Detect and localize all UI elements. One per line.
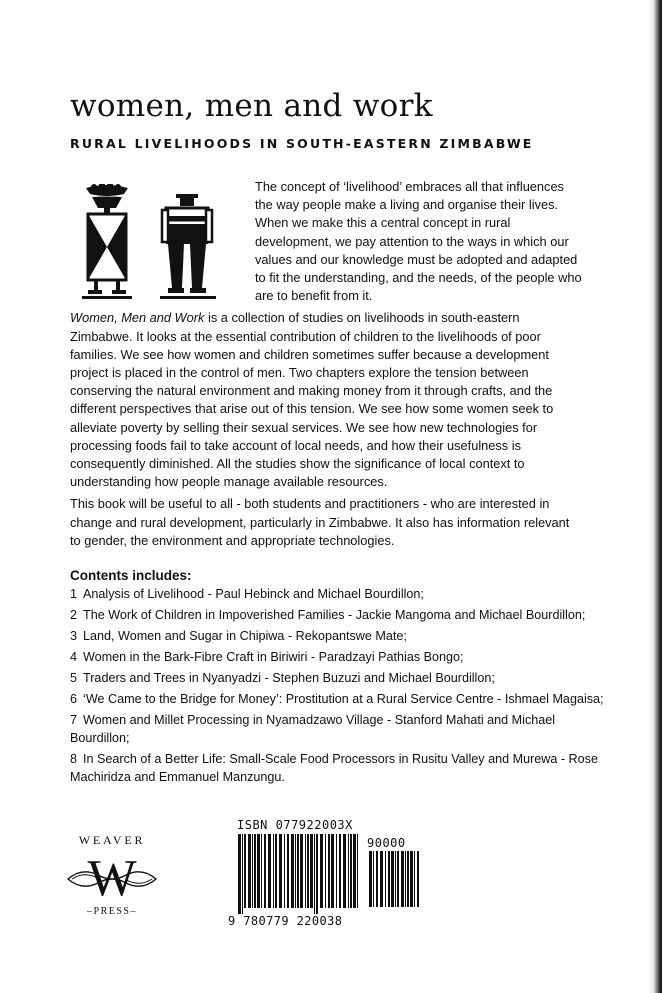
contents-item-number: 8 — [70, 752, 78, 766]
barcode-bar — [279, 834, 282, 908]
illustration-float-spacer — [70, 178, 255, 302]
weaver-monogram-icon — [62, 849, 162, 909]
barcode-bar — [353, 834, 356, 908]
publisher-name-bottom: –PRESS– — [87, 906, 137, 917]
contents-item-number: 6 — [70, 692, 78, 706]
contents-item — [70, 690, 615, 708]
contents-item-text: Traders and Trees in Nyanyadzi - Stephen Buzuzi and Michael Bourdillon; — [83, 671, 495, 685]
barcode-bar — [295, 834, 296, 908]
barcode-bar — [395, 851, 396, 907]
barcode-bar — [268, 834, 271, 908]
publisher-name-top: WEAVER — [78, 833, 146, 847]
barcode-bar — [369, 851, 372, 907]
price-code: 90000 — [367, 836, 406, 850]
barcode-bar — [348, 834, 349, 908]
barcode-bar — [357, 834, 358, 908]
ean-barcode-bars — [237, 834, 361, 914]
barcode-bar — [331, 834, 334, 908]
publisher-monogram: W — [87, 850, 137, 907]
contents-item-number: 3 — [70, 629, 78, 643]
contents-item — [70, 669, 615, 687]
barcode-bar — [388, 851, 390, 907]
contents-item-text: Analysis of Livelihood - Paul Hebinck and Michael Bourdillon; — [83, 587, 424, 601]
barcode-bar — [244, 834, 246, 908]
contents-item — [70, 750, 615, 786]
contents-item-text: Land, Women and Sugar in Chipiwa - Rekopantswe Mate; — [83, 629, 407, 643]
barcode-bar — [297, 834, 299, 908]
contents-item — [70, 627, 615, 645]
barcode-bar — [328, 834, 330, 908]
addon-barcode-bars — [368, 851, 422, 913]
contents-item-number: 7 — [70, 713, 78, 727]
ean-digits: 9 780779 220038 — [228, 914, 343, 928]
contents-item — [70, 585, 615, 603]
barcode-bar — [254, 834, 256, 908]
weaver-press-logo — [56, 833, 168, 933]
page-edge-shadow — [648, 0, 662, 993]
intro-paragraph: The concept of ‘livelihood’ embraces all that influences the way people make a living and organise their lives. When we make this a central concept in rural development, we pay attention to the ways in which our values and our knowledge must be adopted and adapted to fit the understanding, and the needs, of the people who are to benefit from it. — [255, 179, 582, 304]
barcode-bar — [242, 834, 243, 914]
barcode-bar — [314, 834, 315, 914]
contents-item-number: 4 — [70, 650, 78, 664]
contents-item-text: Women in the Bark-Fibre Craft in Biriwiri - Paradzayi Pathias Bongo; — [83, 650, 464, 664]
isbn-label: ISBN 077922003X — [237, 818, 353, 832]
barcode-bar — [252, 834, 253, 908]
contents-item — [70, 711, 615, 747]
barcode-bar — [405, 851, 406, 907]
barcode-bar — [307, 834, 309, 908]
barcode-bar — [257, 834, 260, 908]
barcode-bar — [336, 834, 337, 908]
barcode-bar — [350, 834, 352, 908]
barcode-bar — [376, 851, 378, 907]
barcode-bar — [414, 851, 415, 907]
barcode-bar — [325, 834, 326, 908]
barcode-bar — [410, 851, 413, 907]
contents-item-number: 5 — [70, 671, 78, 685]
contents-item-number: 2 — [70, 608, 78, 622]
barcode-bar — [343, 834, 346, 908]
barcode-bar — [275, 834, 277, 908]
barcode-bar — [264, 834, 266, 908]
back-cover-blurb — [70, 178, 582, 554]
book-title-italic: Women, Men and Work — [70, 310, 205, 326]
book-title: women, men and work — [70, 88, 433, 124]
contents-item-text: ‘We Came to the Bridge for Money’: Prostitution at a Rural Service Centre - Ishmael Magaisa; — [83, 692, 604, 706]
book-subtitle: RURAL LIVELIHOODS IN SOUTH-EASTERN ZIMBABWE — [70, 136, 534, 151]
barcode-bar — [310, 834, 313, 908]
contents-item — [70, 648, 615, 666]
contents-item-number: 1 — [70, 587, 78, 601]
barcode-bar — [417, 851, 419, 907]
barcode-bar — [316, 834, 318, 914]
barcode-bar — [261, 834, 262, 908]
barcode-bar — [300, 834, 303, 908]
barcode-bar — [284, 834, 285, 908]
barcode-bar — [397, 851, 399, 907]
isbn-barcode — [230, 818, 430, 933]
barcode-bar — [248, 834, 251, 908]
barcode-bar — [380, 851, 383, 907]
barcode-bar — [238, 834, 241, 914]
barcode-bar — [291, 834, 294, 908]
barcode-bar — [401, 851, 404, 907]
barcode-bar — [305, 834, 306, 908]
barcode-bar — [385, 851, 386, 907]
description-text: is a collection of studies on livelihoods in south-eastern Zimbabwe. It looks at the essential contribution of children to the livelihoods of poor families. We see how women and children sometimes suffer because a development project is placed in the control of men. Two chapters explore the tension between conserving the natural environment and making money from it through crafts, and the different perspectives that arise out of this tension. We see how some women seek to alleviate poverty by selling their sexual services. We see how new technologies for processing foods fail to take account of local needs, and how their usefulness is consequently diminished. All the studies show the significance of local context to understanding how people manage available resources. — [70, 310, 554, 490]
barcode-bar — [273, 834, 274, 908]
barcode-bar — [320, 834, 323, 908]
contents-heading: Contents includes: — [70, 568, 192, 583]
description-paragraph — [70, 309, 582, 491]
barcode-bar — [373, 851, 374, 907]
contents-item-text: In Search of a Better Life: Small-Scale Food Processors in Rusitu Valley and Murewa - Rose Machiridza and Emmanuel Manzungu. — [70, 752, 598, 784]
barcode-bar — [339, 834, 341, 908]
barcode-bar — [407, 851, 409, 907]
barcode-bar — [287, 834, 289, 908]
barcode-bar — [391, 851, 394, 907]
contents-list — [70, 585, 615, 789]
audience-paragraph: This book will be useful to all - both students and practitioners - who are interested in change and rural development, particularly in Zimbabwe. It also has information relevant to gender, the environment and appropriate technologies. — [70, 496, 570, 548]
contents-item — [70, 606, 615, 624]
contents-item-text: The Work of Children in Impoverished Families - Jackie Mangoma and Michael Bourdillon; — [83, 608, 586, 622]
contents-item-text: Women and Millet Processing in Nyamadzawo Village - Stanford Mahati and Michael Bourdillon; — [70, 713, 556, 745]
